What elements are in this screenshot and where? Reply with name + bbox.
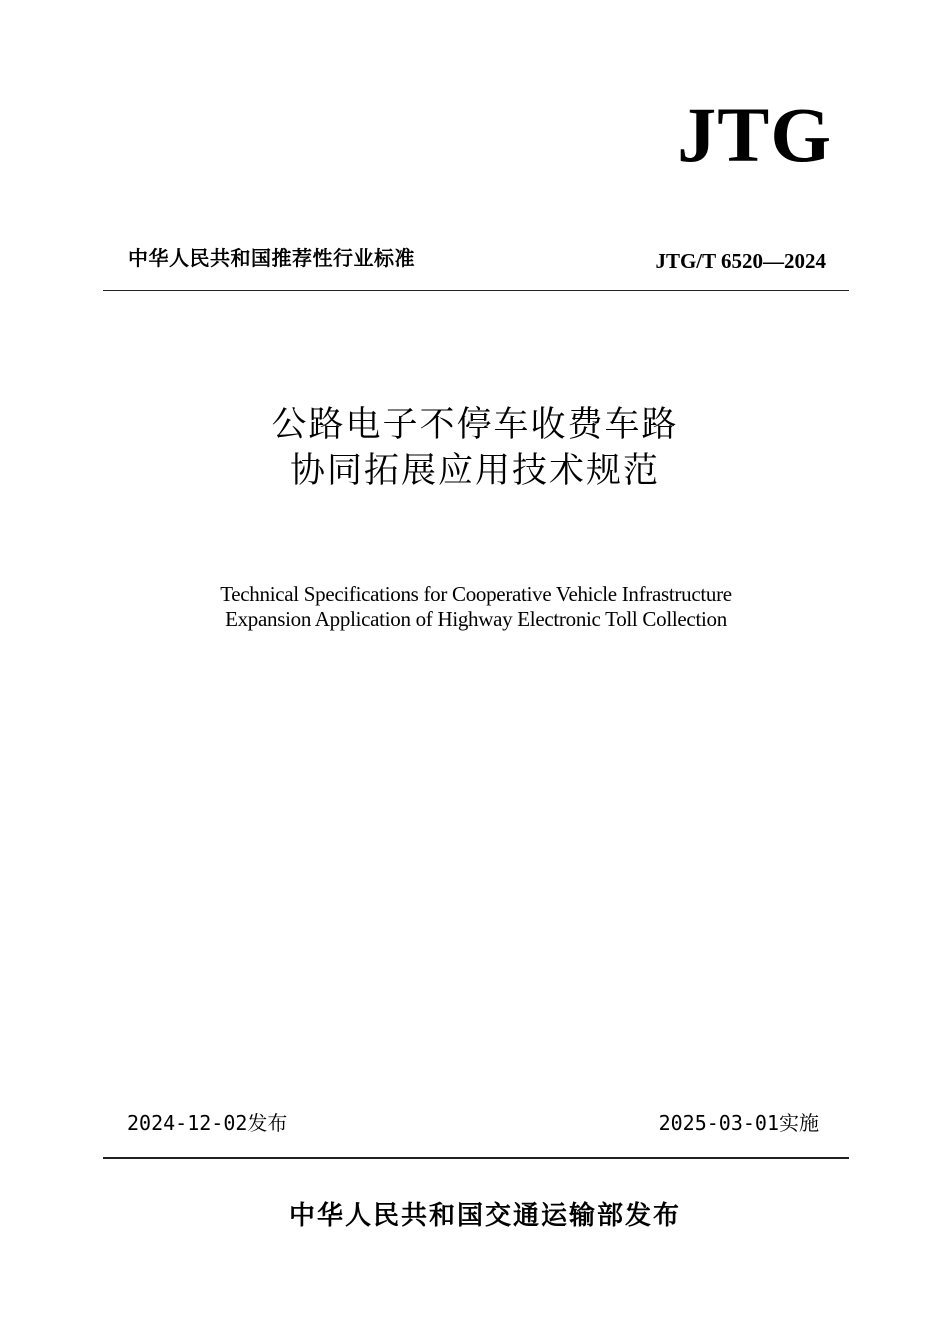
standard-number: JTG/T 6520—2024 <box>655 249 826 273</box>
header-divider <box>103 290 849 291</box>
title-chinese-line-1: 公路电子不停车收费车路 <box>271 405 679 445</box>
title-english <box>0 582 950 632</box>
effective-date: 2025-03-01实施 <box>658 1111 819 1135</box>
issue-date: 2024-12-02发布 <box>127 1111 288 1135</box>
footer-divider <box>103 1157 849 1159</box>
title-english-line-2: Expansion Application of Highway Electronic Toll Collection <box>225 607 727 631</box>
publisher: 中华人民共和国交通运输部发布 <box>288 1201 681 1231</box>
title-english-line-1: Technical Specifications for Cooperative Vehicle Infrastructure <box>220 582 732 606</box>
title-chinese <box>0 402 950 494</box>
title-chinese-line-2: 协同拓展应用技术规范 <box>289 451 660 491</box>
jtg-logo: JTG <box>677 91 832 178</box>
standard-category: 中华人民共和国推荐性行业标准 <box>128 246 415 270</box>
